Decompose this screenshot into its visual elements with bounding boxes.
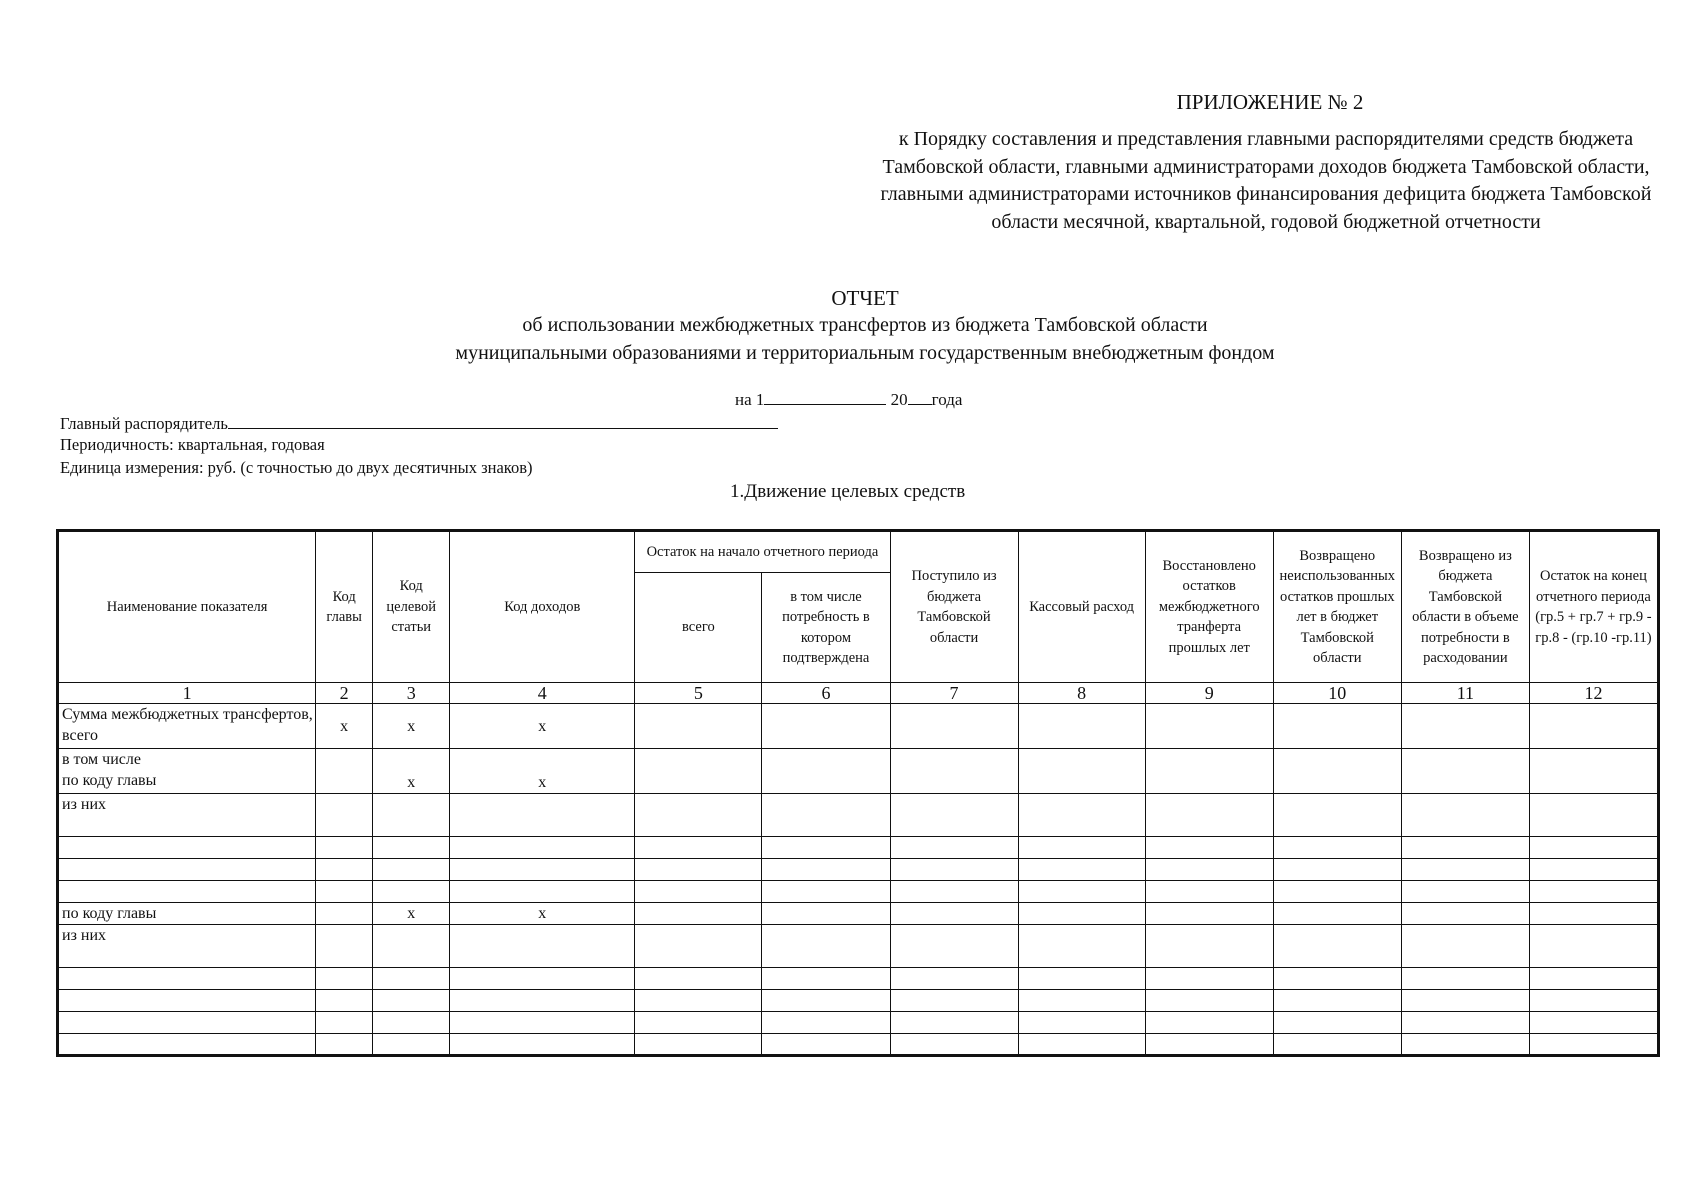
manager-line [60,413,778,434]
table-cell [316,925,373,968]
table-cell [450,1012,635,1034]
table-cell [1401,925,1529,968]
table-cell [1018,794,1145,837]
x-mark: x [373,749,450,794]
header-balance-end: Остаток на конец отчетного периода (гр.5 + гр.7 + гр.9 - гр.8 - (гр.10 -гр.11) [1529,531,1658,683]
table-cell [1529,990,1658,1012]
table-cell [1273,881,1401,903]
x-mark: x [450,704,635,749]
table-cell [1401,837,1529,859]
table-cell [373,881,450,903]
x-mark: x [450,749,635,794]
row-label-by-chapter: по коду главы [58,903,316,925]
table-cell [1018,859,1145,881]
table-cell [450,859,635,881]
row-label-of-which: из них [58,925,316,968]
header-income-code: Код доходов [450,531,635,683]
column-number: 10 [1273,683,1401,704]
table-cell [635,925,762,968]
header-received: Поступило из бюджета Тамбовской области [890,531,1018,683]
table-cell [1145,903,1273,925]
table-cell [1018,1034,1145,1056]
table-cell [373,925,450,968]
table-cell [762,1012,890,1034]
table-cell [1273,704,1401,749]
table-cell [635,1012,762,1034]
table-cell [762,968,890,990]
table-cell [450,837,635,859]
table-cell [450,990,635,1012]
table-cell [373,859,450,881]
table-cell [1145,704,1273,749]
table-cell [373,837,450,859]
column-number: 11 [1401,683,1529,704]
table-cell [890,925,1018,968]
table-cell [1273,903,1401,925]
table-cell [373,794,450,837]
table-cell [1018,990,1145,1012]
table-cell [635,704,762,749]
appendix-title: ПРИЛОЖЕНИЕ № 2 [1176,90,1364,114]
table-cell [762,837,890,859]
appendix-block [880,90,1660,236]
header-balance-need: в том числе потребность в котором подтверждена [762,573,890,683]
table-cell [373,968,450,990]
column-number: 3 [373,683,450,704]
table-cell [1401,968,1529,990]
table-cell [58,881,316,903]
table-cell [1401,704,1529,749]
table-cell [316,837,373,859]
table-cell [762,881,890,903]
table-cell [1145,881,1273,903]
table-row [58,859,1659,881]
periodicity-line: Периодичность: квартальная, годовая [60,435,325,454]
table-cell [1018,749,1145,794]
x-mark: x [450,903,635,925]
table-cell [316,1034,373,1056]
table-cell [1145,1012,1273,1034]
x-mark: x [373,704,450,749]
table-cell [762,925,890,968]
table-cell [890,859,1018,881]
table-cell [1145,925,1273,968]
table-cell [890,794,1018,837]
table-cell [1529,704,1658,749]
row-label-including [58,749,316,794]
table-cell [1529,1012,1658,1034]
table-cell [1529,968,1658,990]
table-cell [1529,1034,1658,1056]
column-number: 9 [1145,683,1273,704]
year-blank [908,389,932,405]
column-number: 12 [1529,683,1658,704]
table-cell [450,1034,635,1056]
header-target-code: Код целевой статьи [373,531,450,683]
table-cell [890,704,1018,749]
report-header [330,284,1400,367]
table-cell [1273,794,1401,837]
table-cell [1273,1034,1401,1056]
table-cell [1145,968,1273,990]
table-cell [635,1034,762,1056]
table-cell [1145,859,1273,881]
table-cell [1529,903,1658,925]
table-cell [316,968,373,990]
column-number: 7 [890,683,1018,704]
table-cell [58,1012,316,1034]
table-cell [1018,881,1145,903]
table-cell [1018,968,1145,990]
table-cell [58,859,316,881]
appendix-text: к Порядку составления и представления главными распорядителями средств бюджета Тамбовской области, главными администраторами доходов бюджета Тамбовской области, главными администраторами источников финансирования дефицита бюджета Тамбовской области месячной, квартальной, годовой бюджетной отчетности [880,128,1652,233]
date-suffix: года [931,390,963,409]
table-cell [1273,859,1401,881]
table-cell [1273,749,1401,794]
header-restored: Восстановлено остатков межбюджетного транферта прошлых лет [1145,531,1273,683]
table-cell [316,990,373,1012]
table-cell [635,794,762,837]
table-cell [1018,925,1145,968]
table-cell [635,881,762,903]
table-row [58,1034,1659,1056]
table-cell [1401,749,1529,794]
table-cell [1401,990,1529,1012]
by-chapter-label: по коду главы [62,772,157,789]
table-cell [1401,859,1529,881]
table-cell [316,881,373,903]
table-row [58,881,1659,903]
header-balance-start: Остаток на начало отчетного периода [635,531,890,573]
header-balance-total: всего [635,573,762,683]
table-cell [1145,990,1273,1012]
table-cell [1529,837,1658,859]
table-cell [1145,794,1273,837]
table-cell [1401,1034,1529,1056]
table-cell [58,968,316,990]
table-cell [316,903,373,925]
table-cell [1529,794,1658,837]
table-cell [373,1012,450,1034]
header-returned-need: Возвращено из бюджета Тамбовской области в объеме потребности в расходовании [1401,531,1529,683]
table-row-of-which [58,794,1659,837]
table-cell [762,749,890,794]
table-cell [762,990,890,1012]
table-cell [762,794,890,837]
header-chapter-code: Код главы [316,531,373,683]
table-cell [762,1034,890,1056]
date-blank [764,389,886,405]
report-date-line [735,389,962,410]
table-cell [890,1034,1018,1056]
row-label-of-which: из них [58,794,316,837]
table-row-of-which [58,925,1659,968]
row-label-total: Сумма межбюджетных трансфертов, всего [58,704,316,749]
table-row [58,1012,1659,1034]
table-cell [450,968,635,990]
column-number: 5 [635,683,762,704]
table-cell [635,968,762,990]
table-cell [316,1012,373,1034]
transfers-table [56,529,1660,1057]
table-cell [635,990,762,1012]
table-cell [1018,1012,1145,1034]
column-number: 4 [450,683,635,704]
table-cell [58,990,316,1012]
table-row [58,968,1659,990]
table-cell [890,1012,1018,1034]
table-row [58,837,1659,859]
table-row-by-chapter [58,903,1659,925]
table-cell [762,859,890,881]
column-number: 1 [58,683,316,704]
header-returned-unused: Возвращено неиспользованных остатков прошлых лет в бюджет Тамбовской области [1273,531,1401,683]
date-year-prefix: 20 [890,390,908,409]
table-cell [1401,903,1529,925]
column-number-row [58,683,1659,704]
table-cell [1273,1012,1401,1034]
table-cell [890,749,1018,794]
table-cell [890,903,1018,925]
report-subtitle-2: муниципальными образованиями и территориальным государственным внебюджетным фондом [455,341,1275,364]
column-number: 2 [316,683,373,704]
table-cell [1529,925,1658,968]
table-cell [890,837,1018,859]
table-cell [1401,1012,1529,1034]
table-row-total [58,704,1659,749]
table-cell [890,881,1018,903]
table-cell [58,837,316,859]
table-cell [1273,837,1401,859]
header-name: Наименование показателя [58,531,316,683]
table-cell [635,859,762,881]
table-cell [316,749,373,794]
x-mark: x [373,903,450,925]
table-cell [316,859,373,881]
table-cell [1273,990,1401,1012]
report-title: ОТЧЕТ [831,286,899,310]
x-mark: x [316,704,373,749]
table-cell [1145,1034,1273,1056]
table-cell [1401,794,1529,837]
table-cell [58,1034,316,1056]
table-cell [373,990,450,1012]
table-row [58,990,1659,1012]
table-cell [1273,925,1401,968]
date-prefix: на 1 [735,390,765,409]
report-subtitle-1: об использовании межбюджетных трансфертов из бюджета Тамбовской области [522,314,1208,336]
table-cell [635,903,762,925]
table-cell [1018,837,1145,859]
table-cell [450,925,635,968]
table-row-including [58,749,1659,794]
table-cell [1018,903,1145,925]
table-cell [1529,749,1658,794]
table-cell [1401,881,1529,903]
table-cell [1145,837,1273,859]
column-number: 6 [762,683,890,704]
header-cash-expense: Кассовый расход [1018,531,1145,683]
table-cell [1018,704,1145,749]
table-cell [1145,749,1273,794]
table-cell [316,794,373,837]
including-label: в том числе [62,751,141,768]
table-cell [890,968,1018,990]
table-cell [635,749,762,794]
table-cell [450,794,635,837]
table-cell [890,990,1018,1012]
table-cell [762,704,890,749]
manager-blank [228,413,778,429]
table-cell [450,881,635,903]
section-title: 1.Движение целевых средств [730,481,966,502]
table-cell [1273,968,1401,990]
table-cell [373,1034,450,1056]
table-cell [1529,881,1658,903]
unit-line: Единица измерения: руб. (с точностью до двух десятичных знаков) [60,458,533,477]
column-number: 8 [1018,683,1145,704]
table-cell [1529,859,1658,881]
table-cell [762,903,890,925]
manager-label: Главный распорядитель [60,414,228,433]
table-cell [635,837,762,859]
